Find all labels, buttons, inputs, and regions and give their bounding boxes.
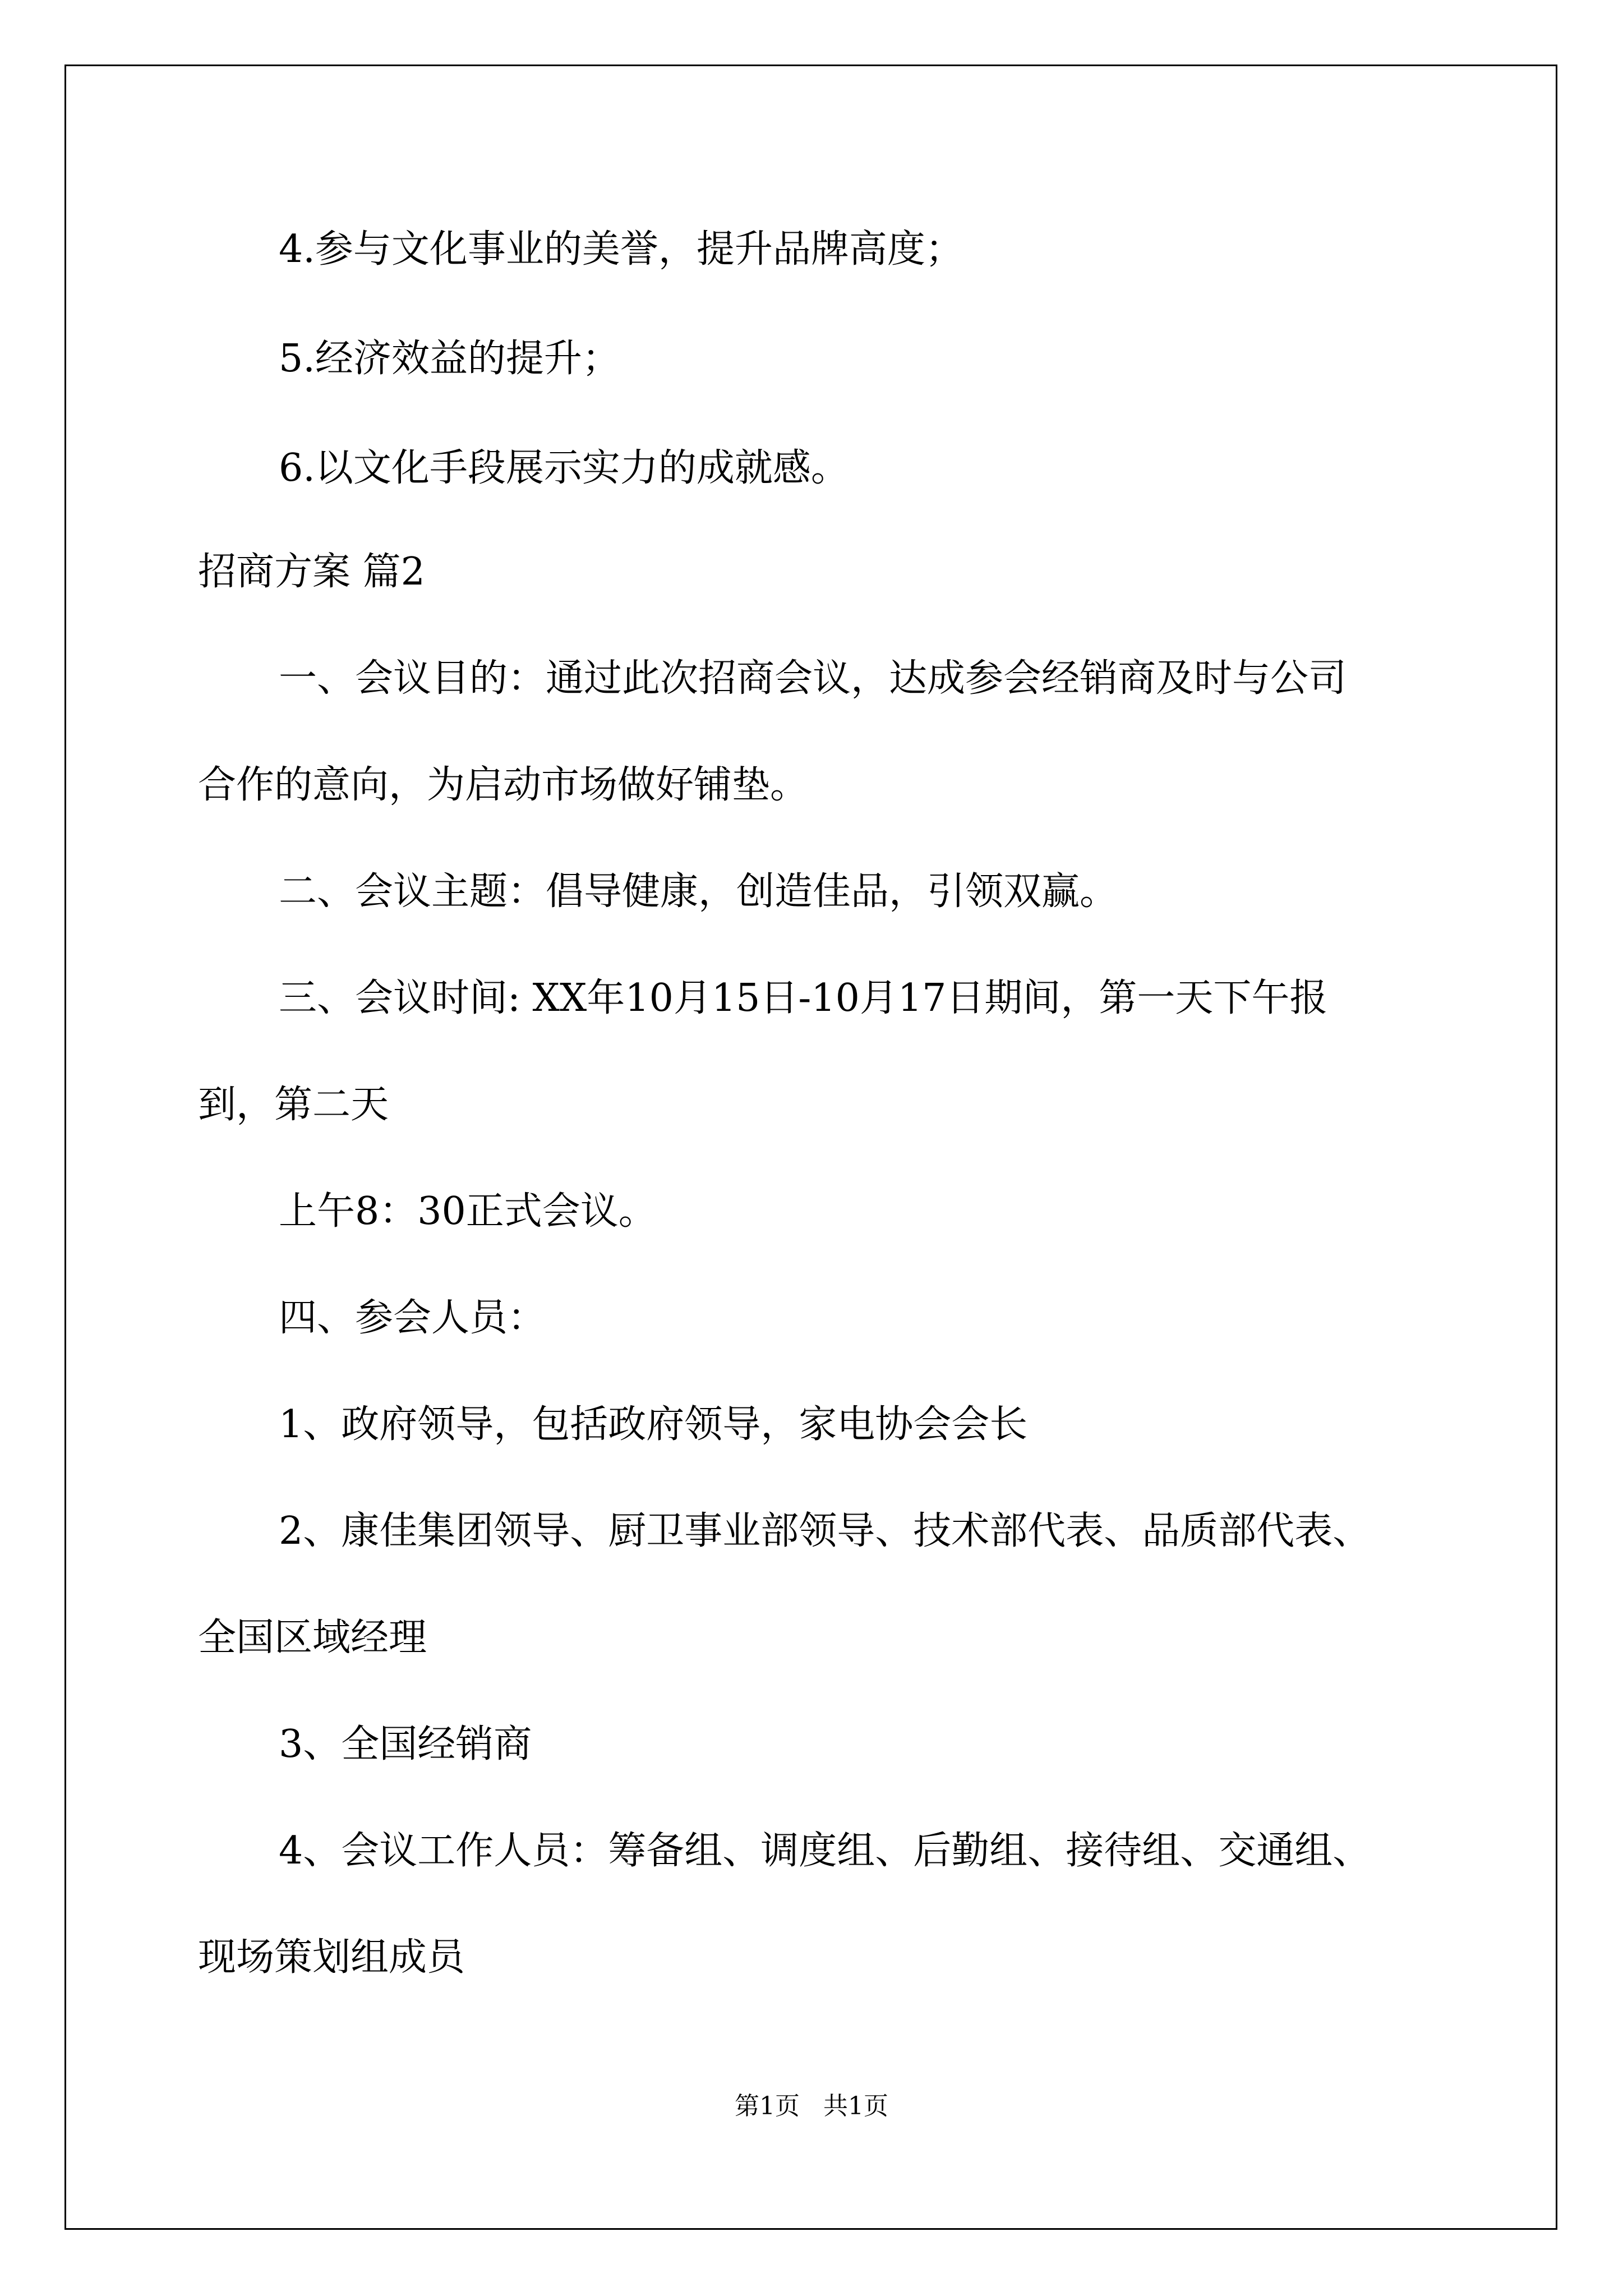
list-item-6: 6.以文化手段展示实力的成就感。 (279, 446, 849, 490)
paragraph-time: 三、会议时间: XX年10月15日-10月17日期间，第一天下午报 (279, 976, 1328, 1020)
paragraph-time-cont: 到，第二天 (198, 1083, 389, 1127)
attendee-item-4-cont: 现场策划组成员 (198, 1935, 465, 1980)
section-heading: 招商方案 篇2 (198, 550, 425, 594)
paragraph-purpose-cont: 合作的意向，为启动市场做好铺垫。 (198, 763, 809, 807)
paragraph-purpose: 一、会议目的：通过此次招商会议，达成参会经销商及时与公司 (279, 656, 1347, 701)
list-item-5: 5.经济效益的提升； (279, 337, 620, 381)
page-footer: 第1页 共1页 (735, 2092, 888, 2120)
attendee-item-2: 2、康佳集团领导、厨卫事业部领导、技术部代表、品质部代表、 (279, 1509, 1371, 1553)
attendee-item-3: 3、全国经销商 (279, 1722, 532, 1766)
attendee-item-1: 1、政府领导，包括政府领导，家电协会会长 (279, 1402, 1028, 1447)
attendee-item-2-cont: 全国区域经理 (198, 1616, 427, 1660)
paragraph-time-detail: 上午8：30正式会议。 (279, 1189, 657, 1234)
paragraph-theme: 二、会议主题：倡导健康，创造佳品，引领双赢。 (279, 869, 1118, 914)
paragraph-attendees: 四、参会人员： (279, 1296, 546, 1340)
list-item-4: 4.参与文化事业的美誉，提升品牌高度； (279, 227, 963, 272)
page-border (64, 65, 1557, 2230)
attendee-item-4: 4、会议工作人员：筹备组、调度组、后勤组、接待组、交通组、 (279, 1829, 1371, 1873)
